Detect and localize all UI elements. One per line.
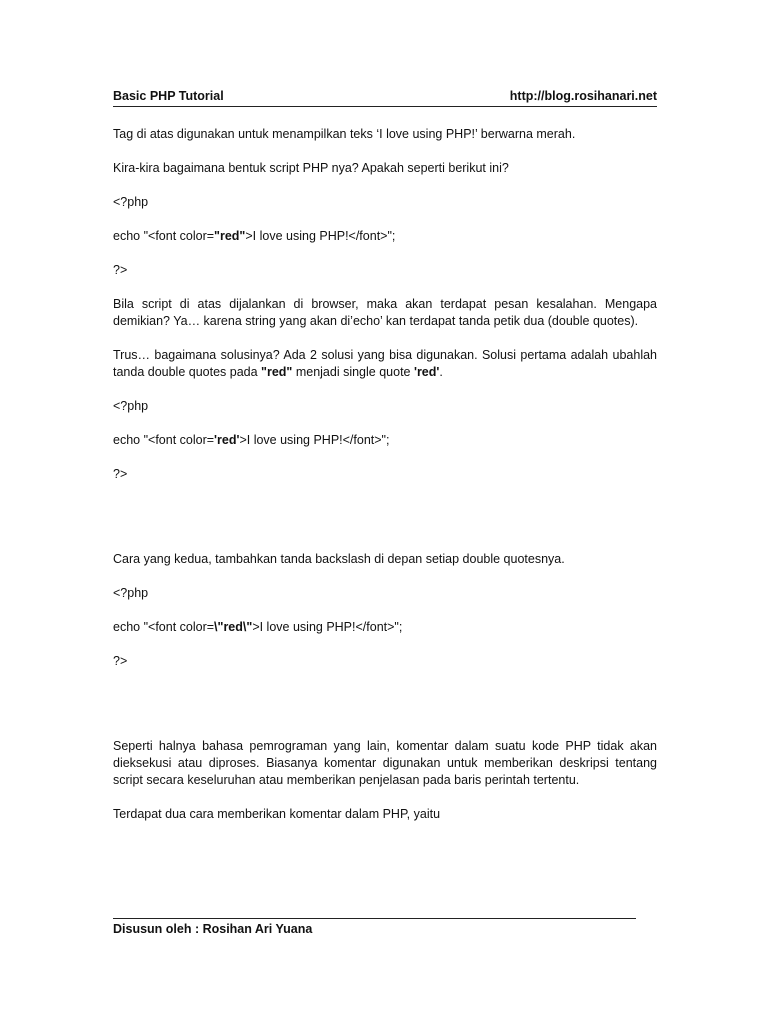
code-close-1: ?> xyxy=(113,263,128,277)
code-echo-1-bold: "red" xyxy=(214,229,246,243)
code-echo-2-b: >I love using PHP!</font>"; xyxy=(239,433,390,447)
page-content xyxy=(113,126,657,840)
code-echo-1-a: echo "<font color= xyxy=(113,229,215,243)
footer-divider xyxy=(113,918,636,919)
code-close-3: ?> xyxy=(113,654,128,668)
code-open-2: <?php xyxy=(113,399,149,413)
code-close-2: ?> xyxy=(113,467,128,481)
footer-author: Disusun oleh : Rosihan Ari Yuana xyxy=(113,922,313,936)
paragraph-comment-ways: Terdapat dua cara memberikan komentar dalam PHP, yaitu xyxy=(113,807,441,821)
solution-bold-red-double: "red" xyxy=(261,365,293,379)
paragraph-error: Bila script di atas dijalankan di browser, maka akan terdapat pesan kesalahan. Mengapa demikian? Ya… karena string yang akan di’echo’ kan terdapat tanda petik dua (double quotes). xyxy=(113,297,657,328)
solution-text-b: menjadi single quote xyxy=(292,365,414,379)
solution-bold-red-single: 'red' xyxy=(413,365,440,379)
code-echo-3-a: echo "<font color= xyxy=(113,620,215,634)
paragraph-question: Kira-kira bagaimana bentuk script PHP nya? Apakah seperti berikut ini? xyxy=(113,161,509,175)
code-echo-1 xyxy=(113,228,657,245)
paragraph-comments: Seperti halnya bahasa pemrograman yang lain, komentar dalam suatu kode PHP tidak akan dieksekusi atau diproses. Biasanya komentar digunakan untuk memberikan deskripsi tentang script secara keseluruhan atau memberikan penjelasan pada baris perintah tertentu. xyxy=(113,739,657,787)
code-echo-2-bold: 'red' xyxy=(214,433,240,447)
code-echo-2-a: echo "<font color= xyxy=(113,433,215,447)
solution-text-c: . xyxy=(439,365,443,379)
code-open-1: <?php xyxy=(113,195,149,209)
paragraph-intro: Tag di atas digunakan untuk menampilkan teks ‘I love using PHP!’ berwarna merah. xyxy=(113,127,576,141)
spacer xyxy=(113,687,657,738)
code-echo-3-bold: \"red\" xyxy=(214,620,253,634)
code-echo-2 xyxy=(113,432,657,449)
header-url: http://blog.rosihanari.net xyxy=(509,89,657,103)
header-title: Basic PHP Tutorial xyxy=(113,89,224,103)
code-echo-3-b: >I love using PHP!</font>"; xyxy=(252,620,403,634)
page-header xyxy=(113,86,657,107)
code-echo-1-b: >I love using PHP!</font>"; xyxy=(245,229,396,243)
spacer xyxy=(113,500,657,551)
solution-text-a: Trus… bagaimana solusinya? Ada 2 solusi yang bisa digunakan. Solusi pertama adalah ubahlah tanda double quotes pada xyxy=(113,348,657,379)
code-echo-3 xyxy=(113,619,657,636)
paragraph-backslash: Cara yang kedua, tambahkan tanda backslash di depan setiap double quotesnya. xyxy=(113,552,565,566)
paragraph-solution xyxy=(113,347,657,381)
code-open-3: <?php xyxy=(113,586,149,600)
